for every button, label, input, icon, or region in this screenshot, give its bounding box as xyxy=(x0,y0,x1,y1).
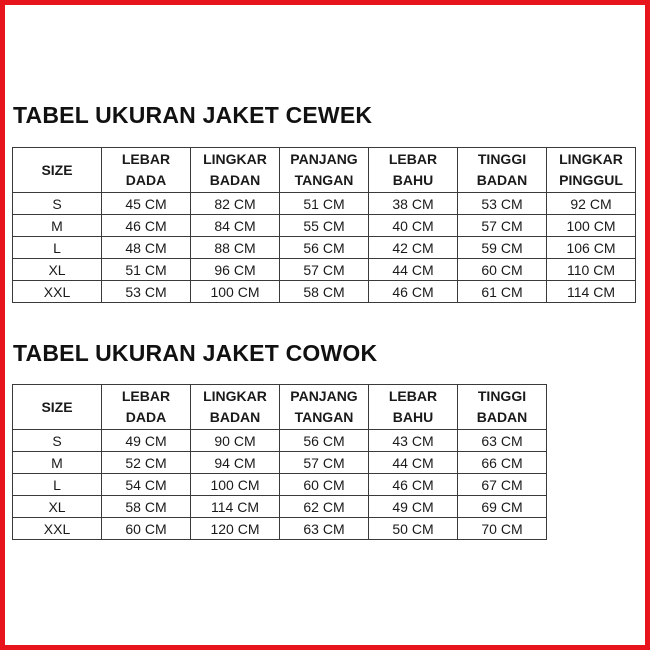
measurement-cell: 60 CM xyxy=(102,518,191,540)
measurement-cell: 58 CM xyxy=(280,281,369,303)
measurement-cell: 57 CM xyxy=(458,215,547,237)
size-cell: XL xyxy=(13,259,102,281)
header-lebar-bahu: LEBAR BAHU xyxy=(369,148,458,193)
size-cell: XXL xyxy=(13,518,102,540)
measurement-cell: 70 CM xyxy=(458,518,547,540)
measurement-cell: 63 CM xyxy=(458,430,547,452)
measurement-cell: 51 CM xyxy=(102,259,191,281)
measurement-cell: 66 CM xyxy=(458,452,547,474)
measurement-cell: 43 CM xyxy=(369,430,458,452)
measurement-cell: 49 CM xyxy=(102,430,191,452)
header-size: SIZE xyxy=(13,385,102,430)
measurement-cell: 53 CM xyxy=(458,193,547,215)
header-lingkar-badan: LINGKAR BADAN xyxy=(191,148,280,193)
header-tinggi-badan: TINGGI BADAN xyxy=(458,148,547,193)
header-tinggi-badan: TINGGI BADAN xyxy=(458,385,547,430)
table-row xyxy=(13,496,547,518)
measurement-cell: 100 CM xyxy=(547,215,636,237)
measurement-cell: 100 CM xyxy=(191,281,280,303)
size-cell: L xyxy=(13,237,102,259)
women-header-row xyxy=(13,148,636,193)
men-size-table xyxy=(12,384,547,540)
measurement-cell: 54 CM xyxy=(102,474,191,496)
table-row xyxy=(13,474,547,496)
size-cell: M xyxy=(13,215,102,237)
measurement-cell: 58 CM xyxy=(102,496,191,518)
table-row xyxy=(13,237,636,259)
header-panjang-tangan: PANJANG TANGAN xyxy=(280,148,369,193)
measurement-cell: 44 CM xyxy=(369,259,458,281)
measurement-cell: 63 CM xyxy=(280,518,369,540)
size-cell: XL xyxy=(13,496,102,518)
table-row xyxy=(13,193,636,215)
measurement-cell: 46 CM xyxy=(369,281,458,303)
header-panjang-tangan: PANJANG TANGAN xyxy=(280,385,369,430)
measurement-cell: 42 CM xyxy=(369,237,458,259)
size-cell: S xyxy=(13,430,102,452)
measurement-cell: 60 CM xyxy=(280,474,369,496)
header-lebar-dada: LEBAR DADA xyxy=(102,385,191,430)
measurement-cell: 49 CM xyxy=(369,496,458,518)
measurement-cell: 57 CM xyxy=(280,452,369,474)
measurement-cell: 88 CM xyxy=(191,237,280,259)
measurement-cell: 100 CM xyxy=(191,474,280,496)
measurement-cell: 51 CM xyxy=(280,193,369,215)
header-size: SIZE xyxy=(13,148,102,193)
measurement-cell: 61 CM xyxy=(458,281,547,303)
measurement-cell: 94 CM xyxy=(191,452,280,474)
table-row xyxy=(13,281,636,303)
size-cell: XXL xyxy=(13,281,102,303)
women-size-table xyxy=(12,147,636,303)
measurement-cell: 60 CM xyxy=(458,259,547,281)
men-table-title: TABEL UKURAN JAKET COWOK xyxy=(13,340,378,366)
measurement-cell: 59 CM xyxy=(458,237,547,259)
size-cell: S xyxy=(13,193,102,215)
measurement-cell: 56 CM xyxy=(280,237,369,259)
measurement-cell: 92 CM xyxy=(547,193,636,215)
measurement-cell: 50 CM xyxy=(369,518,458,540)
table-row xyxy=(13,452,547,474)
table-row xyxy=(13,215,636,237)
header-lingkar-pinggul: LINGKAR PINGGUL xyxy=(547,148,636,193)
measurement-cell: 67 CM xyxy=(458,474,547,496)
measurement-cell: 62 CM xyxy=(280,496,369,518)
table-row xyxy=(13,518,547,540)
men-header-row xyxy=(13,385,547,430)
table-row xyxy=(13,430,547,452)
measurement-cell: 110 CM xyxy=(547,259,636,281)
measurement-cell: 114 CM xyxy=(547,281,636,303)
measurement-cell: 53 CM xyxy=(102,281,191,303)
measurement-cell: 48 CM xyxy=(102,237,191,259)
measurement-cell: 90 CM xyxy=(191,430,280,452)
measurement-cell: 96 CM xyxy=(191,259,280,281)
measurement-cell: 106 CM xyxy=(547,237,636,259)
measurement-cell: 52 CM xyxy=(102,452,191,474)
measurement-cell: 45 CM xyxy=(102,193,191,215)
header-lingkar-badan: LINGKAR BADAN xyxy=(191,385,280,430)
measurement-cell: 38 CM xyxy=(369,193,458,215)
size-cell: M xyxy=(13,452,102,474)
table-row xyxy=(13,259,636,281)
measurement-cell: 46 CM xyxy=(369,474,458,496)
measurement-cell: 114 CM xyxy=(191,496,280,518)
measurement-cell: 56 CM xyxy=(280,430,369,452)
header-lebar-dada: LEBAR DADA xyxy=(102,148,191,193)
women-table-title: TABEL UKURAN JAKET CEWEK xyxy=(13,102,373,128)
measurement-cell: 84 CM xyxy=(191,215,280,237)
measurement-cell: 40 CM xyxy=(369,215,458,237)
measurement-cell: 57 CM xyxy=(280,259,369,281)
measurement-cell: 46 CM xyxy=(102,215,191,237)
measurement-cell: 82 CM xyxy=(191,193,280,215)
measurement-cell: 55 CM xyxy=(280,215,369,237)
measurement-cell: 44 CM xyxy=(369,452,458,474)
women-table-body xyxy=(13,193,636,303)
size-cell: L xyxy=(13,474,102,496)
header-lebar-bahu: LEBAR BAHU xyxy=(369,385,458,430)
measurement-cell: 69 CM xyxy=(458,496,547,518)
men-table-body xyxy=(13,430,547,540)
measurement-cell: 120 CM xyxy=(191,518,280,540)
